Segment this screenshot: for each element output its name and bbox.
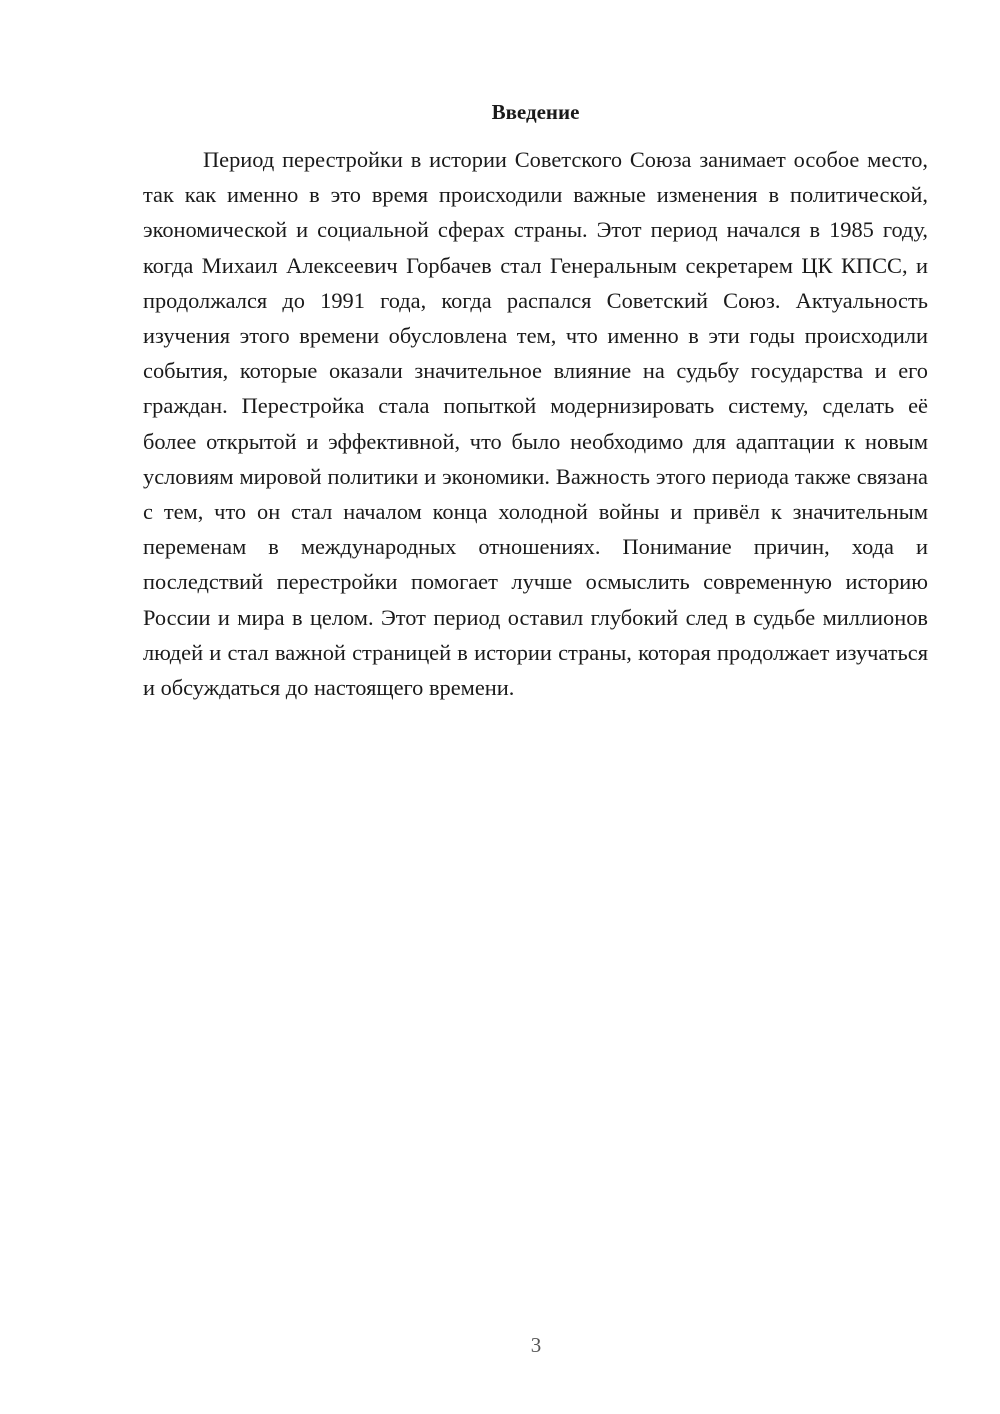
section-heading: Введение — [491, 100, 580, 124]
body-paragraph: Период перестройки в истории Советского Союза занимает особое место, так как именно в это время происходили важные изменения в политической, экономической и социальной сферах страны. Этот период начался в 1985 году, когда Михаил Алексеевич Горбачев стал Генеральным секретарем ЦК КПСС, и продолжался до 1991 года, когда распался Советский Союз. Актуальность изучения этого времени обусловлена тем, что именно в эти годы происходили события, которые оказали значительное влияние на судьбу государства и его граждан. Перестройка стала попыткой модернизировать систему, сделать её более открытой и эффективной, что было необходимо для адаптации к новым условиям мировой политики и экономики. Важность этого периода также связана с тем, что он стал началом конца холодной войны и привёл к значительным переменам в международных отношениях. Понимание причин, хода и последствий перестройки помогает лучше осмыслить современную историю России и мира в целом. Этот период оставил глубокий след в судьбе миллионов людей и стал важной страницей в истории страны, которая продолжает изучаться и обсуждаться до настоящего времени. — [143, 147, 928, 701]
page-number: 3 — [530, 1333, 542, 1357]
